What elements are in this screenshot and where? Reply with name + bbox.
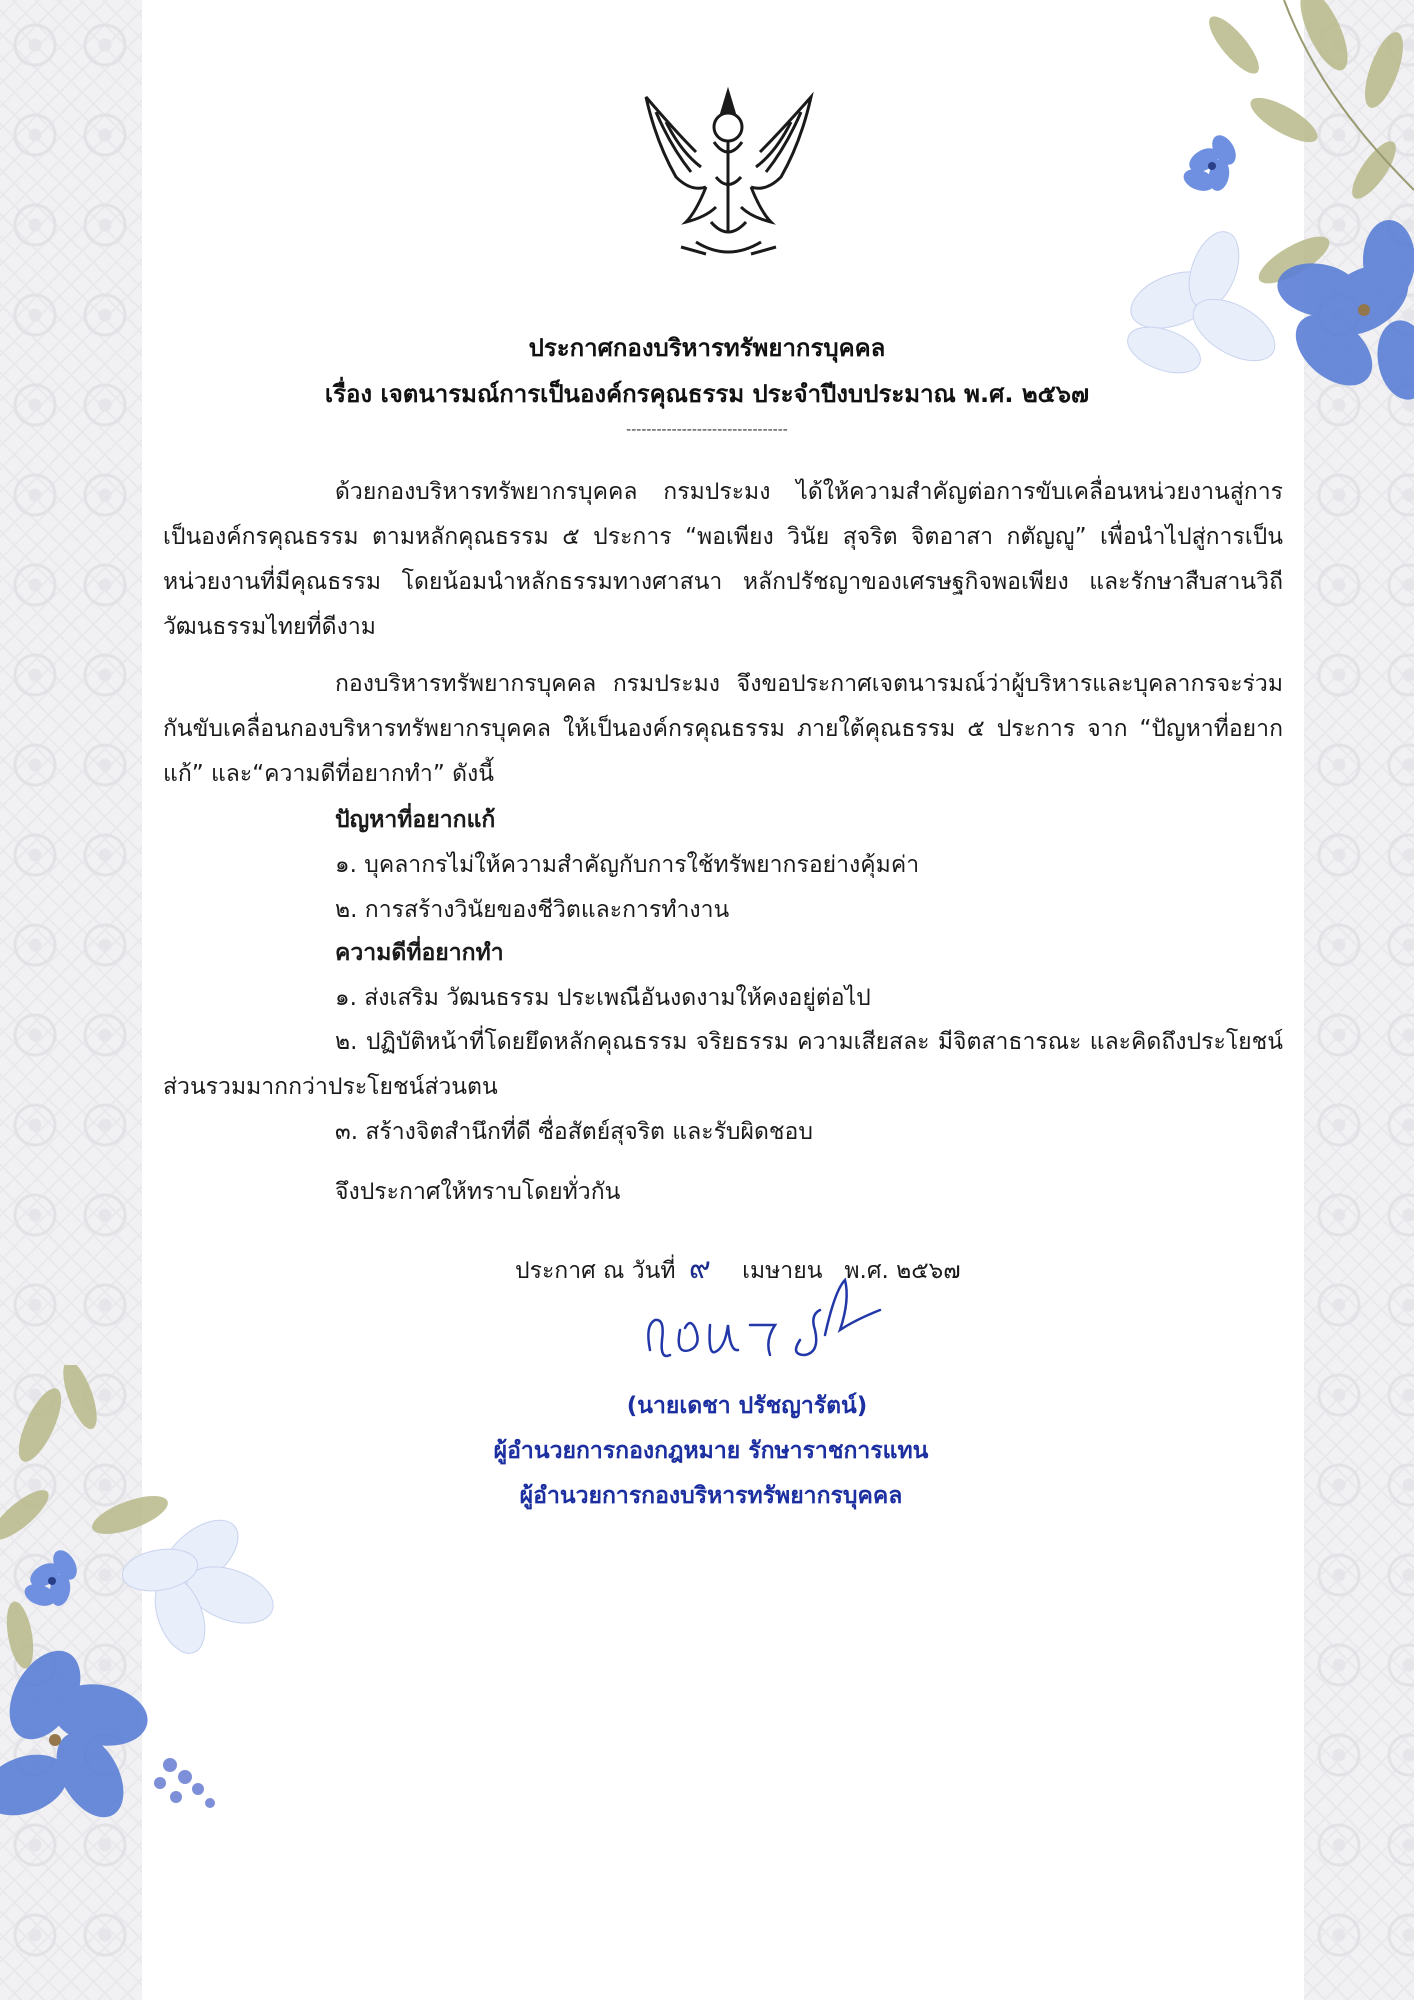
problem-item-1: ๑. บุคลากรไม่ให้ความสำคัญกับการใช้ทรัพยากรอย่างคุ้มค่า — [335, 852, 920, 878]
date-day: ๙ — [688, 1251, 711, 1286]
white-flower-icon — [119, 1507, 281, 1660]
good-item-3: ๓. สร้างจิตสำนึกที่ดี ซื่อสัตย์สุจริต และรับผิดชอบ — [335, 1119, 813, 1145]
good-item-2: ๒. ปฏิบัติหน้าที่โดยยึดหลักคุณธรรม จริยธรรม ความเสียสละ มีจิตสาธารณะ และคิดถึงประโยชน์ส่วนรวมมากกว่าประโยชน์ส่วนตน — [163, 1029, 1283, 1100]
announcement-title: ประกาศกองบริหารทรัพยากรบุคคล — [528, 334, 886, 362]
problem-item-2: ๒. การสร้างวินัยของชีวิตและการทำงาน — [335, 897, 730, 923]
signatory-position-1: ผู้อำนวยการกองกฎหมาย รักษาราชการแทน — [493, 1438, 929, 1464]
signatory-position-2: ผู้อำนวยการกองบริหารทรัพยากรบุคคล — [519, 1483, 903, 1509]
small-blue-flower-icon — [22, 1546, 82, 1610]
date-year: พ.ศ. ๒๕๖๗ — [844, 1258, 961, 1284]
announcement-subject: เรื่อง เจตนารมณ์การเป็นองค์กรคุณธรรม ประจำปีงบประมาณ พ.ศ. ๒๕๖๗ — [324, 380, 1090, 408]
signatory-name: (นายเดชา ปรัชญารัตน์) — [626, 1393, 868, 1419]
problems-heading: ปัญหาที่อยากแก้ — [335, 807, 496, 833]
separator-line: -------------------------------- — [626, 422, 788, 438]
body-paragraph-2: กองบริหารทรัพยากรบุคคล กรมประมง จึงขอประกาศเจตนารมณ์ว่าผู้บริหารและบุคลากรจะร่วมกันขับเคลื่อนกองบริหารทรัพยากรบุคคล ให้เป็นองค์กรคุณธรรม ภายใต้คุณธรรม ๕ ประการ จาก “ปัญหาที่อยากแก้” และ“ความดีที่อยากทำ” ดังนี้ — [163, 671, 1283, 787]
small-blue-flower-icon — [1181, 131, 1241, 195]
goods-heading: ความดีที่อยากทำ — [335, 940, 504, 966]
closing-statement: จึงประกาศให้ทราบโดยทั่วกัน — [335, 1179, 621, 1205]
body-paragraph-1: ด้วยกองบริหารทรัพยากรบุคคล กรมประมง ได้ให้ความสำคัญต่อการขับเคลื่อนหน่วยงานสู่การเป็นองค์กรคุณธรรม ตามหลักคุณธรรม ๕ ประการ “พอเพียง วินัย สุจริต จิตอาสา กตัญญู” เพื่อนำไปสู่การเป็นหน่วยงานที่มีคุณธรรม โดยน้อมนำหลักธรรมทางศาสนา หลักปรัชญาของเศรษฐกิจพอเพียง และรักษาสืบสานวิถีวัฒนธรรมไทยที่ดีงาม — [163, 479, 1283, 640]
good-item-1: ๑. ส่งเสริม วัฒนธรรม ประเพณีอันงดงามให้คงอยู่ต่อไป — [335, 985, 871, 1011]
garuda-emblem-icon — [636, 82, 821, 267]
handwritten-signature — [640, 1270, 900, 1380]
date-month: เมษายน — [742, 1258, 823, 1284]
date-prefix: ประกาศ ณ วันที่ — [515, 1258, 676, 1284]
